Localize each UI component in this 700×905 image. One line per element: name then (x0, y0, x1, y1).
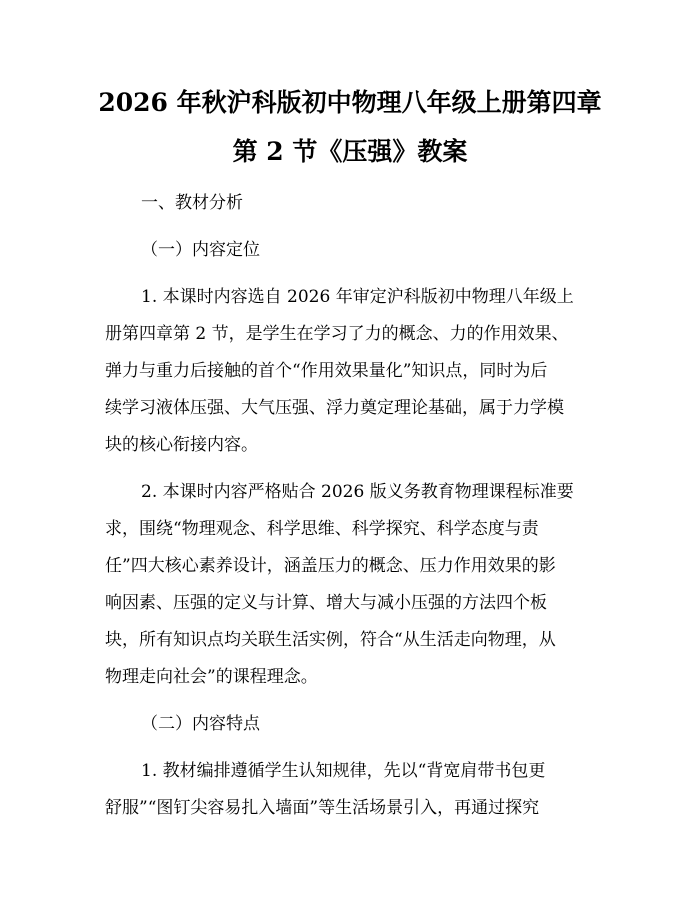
paragraph-3-line-1: 1. 教材编排遵循学生认知规律，先以“背宽肩带书包更 (141, 761, 546, 781)
subsection-heading-content-features: （二）内容特点 (141, 714, 260, 734)
paragraph-1-line-3: 弹力与重力后接触的首个“作用效果量化”知识点，同时为后 (105, 361, 548, 381)
subsection-heading-content-positioning: （一）内容定位 (141, 240, 260, 260)
paragraph-2-line-5: 块，所有知识点均关联生活实例，符合“从生活走向物理，从 (105, 630, 556, 650)
paragraph-1-line-5: 块的核心衔接内容。 (105, 435, 258, 455)
paragraph-2-line-2: 求，围绕“物理观念、科学思维、科学探究、科学态度与责 (105, 519, 539, 539)
paragraph-1-line-1: 1. 本课时内容选自 2026 年审定沪科版初中物理八年级上 (141, 287, 574, 307)
paragraph-2-line-4: 响因素、压强的定义与计算、增大与减小压强的方法四个板 (105, 593, 547, 613)
section-heading-textbook-analysis: 一、教材分析 (141, 193, 243, 213)
paragraph-3-line-2: 舒服”“图钉尖容易扎入墙面”等生活场景引入，再通过探究 (105, 798, 540, 818)
paragraph-2-line-6: 物理走向社会”的课程理念。 (105, 667, 318, 687)
paragraph-1-line-2: 册第四章第 2 节，是学生在学习了力的概念、力的作用效果、 (105, 324, 569, 344)
document-title-line-2: 第 2 节《压强》教案 (232, 137, 468, 166)
document-title-line-1: 2026 年秋沪科版初中物理八年级上册第四章 (98, 88, 602, 117)
paragraph-2-line-1: 2. 本课时内容严格贴合 2026 版义务教育物理课程标准要 (141, 482, 574, 502)
paragraph-1-line-4: 续学习液体压强、大气压强、浮力奠定理论基础，属于力学模 (105, 398, 564, 418)
paragraph-2-line-3: 任”四大核心素养设计，涵盖压力的概念、压力作用效果的影 (105, 556, 556, 576)
